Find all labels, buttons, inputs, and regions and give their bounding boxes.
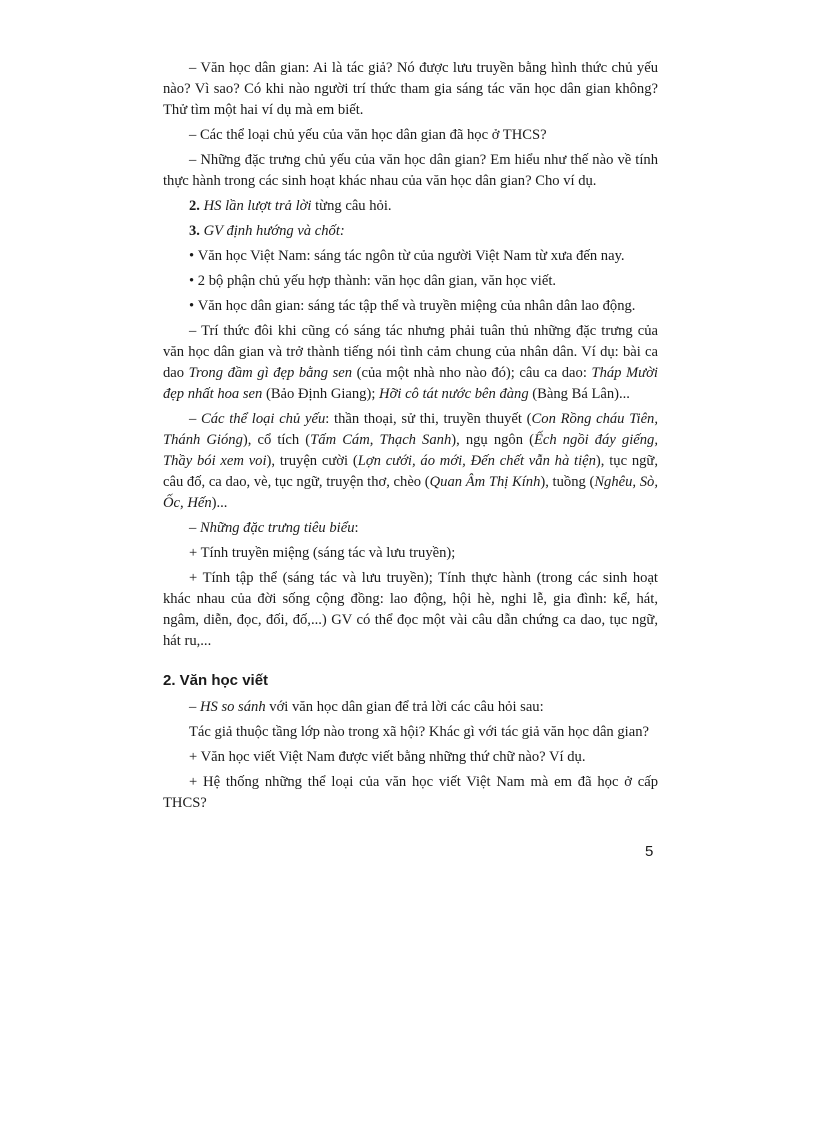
text-run: ), tuồng ( bbox=[540, 474, 595, 490]
text-run-italic: HS so sánh bbox=[199, 699, 266, 715]
paragraph-scripts-question: + Văn học viết Việt Nam được viết bằng những thứ chữ nào? Ví dụ. bbox=[189, 749, 586, 765]
bullet-item bbox=[163, 271, 658, 292]
step-number: 3. bbox=[189, 223, 200, 239]
bullet-text: Văn học Việt Nam: sáng tác ngôn từ của người Việt Nam từ xưa đến nay. bbox=[197, 248, 625, 264]
bullet-text: Văn học dân gian: sáng tác tập thể và truyền miệng của nhân dân lao động. bbox=[197, 298, 636, 314]
text-run-italic: Trong đầm gì đẹp bằng sen bbox=[188, 365, 353, 381]
text-run: (Bảo Định Giang); bbox=[262, 386, 380, 402]
section-heading: 2. Văn học viết bbox=[163, 672, 269, 689]
text-run: ), truyện cười ( bbox=[266, 453, 358, 469]
text-run-italic: Nghêu, Sò, Ốc, Hến bbox=[163, 474, 658, 511]
text-run: – bbox=[189, 411, 202, 427]
text-run: )... bbox=[211, 495, 228, 511]
text-run: ), ngụ ngôn ( bbox=[451, 432, 534, 448]
text-run: với văn học dân gian để trả lời các câu hỏi sau: bbox=[265, 699, 544, 715]
text-run: : thần thoại, sử thi, truyền thuyết ( bbox=[325, 411, 532, 427]
text-run-italic: Ếch ngồi đáy giếng, Thầy bói xem voi bbox=[163, 432, 658, 469]
bullet-item bbox=[163, 246, 658, 267]
text-run-italic: Các thể loại chủ yếu bbox=[201, 411, 326, 427]
text-run-italic: Hỡi cô tát nước bên đàng bbox=[379, 386, 529, 402]
text-run: – Trí thức đôi khi cũng có sáng tác nhưng phải tuân thủ những đặc trưng của văn học dân gian và trở thành tiếng nói tình cảm chung của nhân dân. Ví dụ: bài ca dao bbox=[163, 323, 658, 381]
text-run: (của một nhà nho nào đó); câu ca dao: bbox=[352, 365, 592, 381]
paragraph-main-genres bbox=[163, 409, 658, 514]
paragraph-folk-literature-questions: – Văn học dân gian: Ai là tác giả? Nó được lưu truyền bằng hình thức chủ yếu nào? Vì sao? Có khi nào người trí thức tham gia sáng tác văn học dân gian không? Thử tìm một hai ví dụ mà em biết. bbox=[163, 60, 658, 118]
text-run-italic: Quan Âm Thị Kính bbox=[429, 474, 541, 490]
paragraph-typical-traits bbox=[163, 518, 658, 539]
document-page bbox=[163, 58, 658, 818]
paragraph-genres-question: – Các thể loại chủ yếu của văn học dân gian đã học ở THCS? bbox=[189, 127, 547, 143]
page-number: 5 bbox=[645, 843, 654, 860]
step-2-students-answer bbox=[163, 196, 658, 217]
paragraph-oral-trait: + Tính truyền miệng (sáng tác và lưu truyền); bbox=[189, 545, 456, 561]
step-3-teacher-conclusion bbox=[163, 221, 658, 242]
step-number: 2. bbox=[189, 198, 200, 214]
text-run-italic: Những đặc trưng tiêu biểu bbox=[199, 520, 355, 536]
paragraph-genre-system-question: + Hệ thống những thể loại của văn học viết Việt Nam mà em đã học ở cấp THCS? bbox=[163, 774, 658, 811]
text-run: ), cổ tích ( bbox=[242, 432, 311, 448]
paragraph-characteristics-question: – Những đặc trưng chủ yếu của văn học dân gian? Em hiểu như thế nào về tính thực hành trong các sinh hoạt khác nhau của văn học dân gian? Cho ví dụ. bbox=[163, 152, 658, 189]
paragraph-author-class-question: Tác giả thuộc tầng lớp nào trong xã hội? Khác gì với tác giả văn học dân gian? bbox=[189, 724, 649, 740]
paragraph-students-compare bbox=[163, 697, 658, 718]
step-emphasis: GV định hướng và chốt: bbox=[203, 223, 345, 239]
bullet-text: 2 bộ phận chủ yếu hợp thành: văn học dân gian, văn học viết. bbox=[197, 273, 557, 289]
text-run: – bbox=[189, 699, 200, 715]
text-run: : bbox=[354, 520, 359, 536]
text-run: ), tục ngữ, câu đố, ca dao, vè, tục ngữ, truyện thơ, chèo ( bbox=[163, 453, 658, 490]
step-text: từng câu hỏi. bbox=[311, 198, 392, 214]
bullet-item bbox=[163, 296, 658, 317]
paragraph-intellectuals bbox=[163, 321, 658, 405]
text-run-italic: Tháp Mười đẹp nhất hoa sen bbox=[163, 365, 658, 402]
step-emphasis: HS lần lượt trả lời bbox=[203, 198, 312, 214]
text-run-italic: Lợn cưới, áo mới, Đến chết vẫn hà tiện bbox=[357, 453, 596, 469]
text-run-italic: Tấm Cám, Thạch Sanh bbox=[310, 432, 452, 448]
paragraph-collective-trait: + Tính tập thể (sáng tác và lưu truyền); Tính thực hành (trong các sinh hoạt khác nhau của đời sống cộng đồng: lao động, hội hè, nghi lễ, gia đình: kể, hát, ngâm, diễn, đọc, đối, đố,...) GV có thể đọc một vài câu dẫn chứng ca dao, tục ngữ, hát ru,... bbox=[163, 570, 658, 649]
text-run: (Bàng Bá Lân)... bbox=[528, 386, 630, 402]
text-run: – bbox=[189, 520, 200, 536]
text-run-italic: Con Rồng cháu Tiên, Thánh Gióng bbox=[163, 411, 658, 448]
